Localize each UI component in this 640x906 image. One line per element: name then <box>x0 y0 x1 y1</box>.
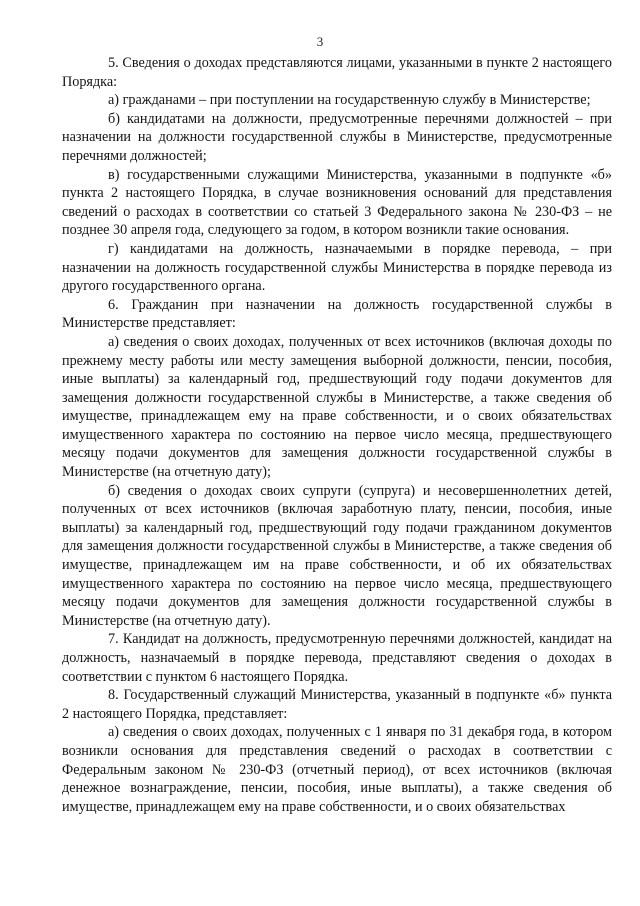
document-body <box>62 54 612 816</box>
paragraph-7: 7. Кандидат на должность, предусмотренную перечнями должностей, кандидат на должность, назначаемый в порядке перевода, представляют сведения о доходах в соответствии с пунктом 6 настоящего Порядка. <box>62 631 612 685</box>
paragraph-5g: г) кандидатами на должность, назначаемыми в порядке перевода, – при назначении на должность государственной службы Министерства в порядке перевода из другого государственного органа. <box>62 240 612 295</box>
paragraph-8a: а) сведения о своих доходах, полученных с 1 января по 31 декабря года, в котором возникли основания для представления сведений о расходах в соответствии с Федеральным законом № 230-ФЗ (отчетный период), от всех источников (включая денежное вознаграждение, пенсии, пособия, иные выплаты), а также сведения об имуществе, принадлежащем ему на праве собственности, и о своих обязательствах <box>62 724 612 815</box>
paragraph-5b: б) кандидатами на должности, предусмотренные перечнями должностей – при назначении на должности государственной службы в Министерстве, предусмотренные перечнями должностей; <box>62 110 612 164</box>
paragraph-8-intro: 8. Государственный служащий Министерства, указанный в подпункте «б» пункта 2 настоящего Порядка, представляет: <box>62 687 612 722</box>
paragraph-6-intro: 6. Гражданин при назначении на должность государственной службы в Министерстве представляет: <box>62 296 612 332</box>
paragraph-5-intro: 5. Сведения о доходах представляются лицами, указанными в пункте 2 настоящего Порядка: <box>62 55 612 90</box>
paragraph-6a: а) сведения о своих доходах, полученных от всех источников (включая доходы по прежнему месту работы или месту замещения выборной должности, пенсии, пособия, иные выплаты) за календарный год, предшествующий году подачи документов для замещения должности государственной службы в Министерстве, а также сведения об имуществе, принадлежащем ему на праве собственности, и о своих обязательствах имущественного характера по состоянию на первое число месяца, предшествующего месяцу подачи документов для замещения должности государственной службы в Министерстве (на отчетную дату); <box>62 333 612 481</box>
paragraph-5v: в) государственными служащими Министерства, указанными в подпункте «б» пункта 2 настоящего Порядка, в случае возникновения оснований для представления сведений о расходах в соответствии со статьей 3 Федерального закона № 230-ФЗ – не позднее 30 апреля года, следующего за годом, в котором возникли такие основания. <box>62 166 612 239</box>
paragraph-5a: а) гражданами – при поступлении на государственную службу в Министерстве; <box>108 92 591 109</box>
page-number: 3 <box>316 34 324 49</box>
paragraph-6b: б) сведения о доходах своих супруги (супруга) и несовершеннолетних детей, полученных от всех источников (включая заработную плату, пенсии, пособия, иные выплаты) за календарный год, предшествующий году подачи гражданином документов для замещения должности государственной службы в Министерстве, а также сведения об имуществе, принадлежащем им на праве собственности, и об их обязательствах имущественного характера по состоянию на первое число месяца, предшествующего месяцу подачи документов для замещения должности государственной службы в Министерстве (на отчетную дату). <box>62 482 612 629</box>
